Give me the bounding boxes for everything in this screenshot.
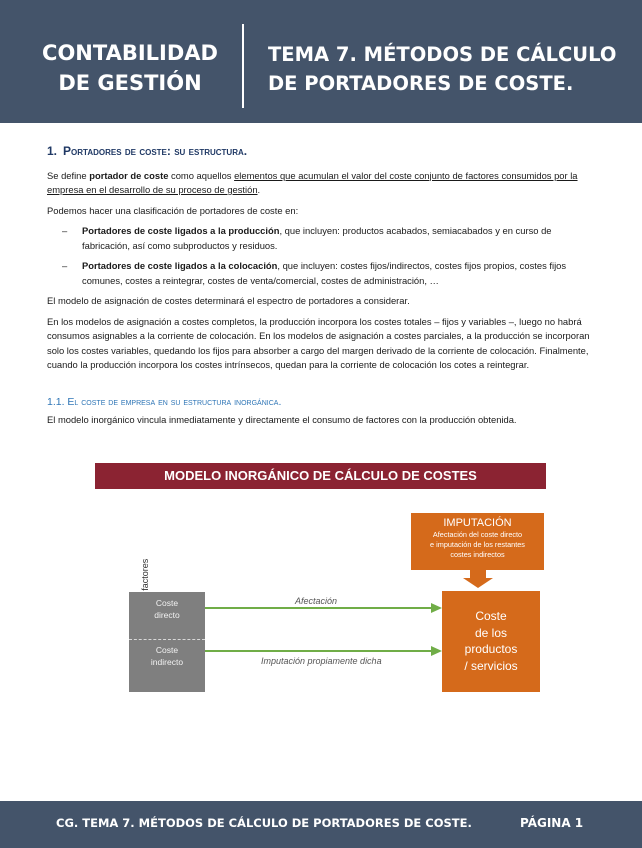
classification-intro: Podemos hacer una clasificación de portadores de coste en: bbox=[47, 204, 299, 216]
list-item bbox=[47, 259, 597, 288]
header-divider bbox=[242, 24, 244, 108]
section-1-heading bbox=[47, 144, 597, 159]
product-cost-line3: productos bbox=[464, 642, 518, 656]
definition-term: portador de coste bbox=[89, 169, 169, 181]
section-1-1-heading: 1.1. El coste de empresa en su estructura inorgánica. bbox=[47, 395, 282, 408]
chapter-title-line1: TEMA 7. MÉTODOS DE CÁLCULO bbox=[268, 43, 617, 66]
direct-cost-line1: Coste bbox=[155, 598, 179, 608]
page-content bbox=[47, 144, 597, 434]
indirect-cost-line1: Coste bbox=[155, 645, 179, 655]
diagram-title: MODELO INORGÁNICO DE CÁLCULO DE COSTES bbox=[95, 463, 546, 489]
page-number: PÁGINA 1 bbox=[520, 816, 584, 830]
inorganic-paragraph: El modelo inorgánico vincula inmediatamente y directamente el consumo de factores con la producción obtenida. bbox=[47, 414, 517, 425]
product-cost-line2: de los bbox=[474, 625, 508, 640]
bullet-dash: – bbox=[62, 225, 68, 236]
box-divider bbox=[129, 639, 205, 640]
direct-cost-label bbox=[129, 597, 205, 621]
afectacion-arrow-head bbox=[431, 603, 442, 613]
imputacion-arrow-head bbox=[431, 646, 442, 656]
course-title bbox=[30, 38, 230, 98]
bullet-bold: Portadores de coste ligados a la colocación bbox=[82, 260, 278, 271]
direct-cost-line2: directo bbox=[154, 610, 180, 620]
bullet-bold: Portadores de coste ligados a la producción bbox=[82, 225, 280, 236]
models-explanation: En los modelos de asignación a costes completos, la producción incorpora los costes totales – fijos y variables –, luego no habrá consumos asignables a la corriente de colocación. En los modelos de asignación a costes parciales, a la producción se incorporan solo los costes variables, quedando los fijos para absorber a cargo del margen derivado de la corriente de colocación. Finalmente, cuando la producción incorpora los costes intrínsecos, quedan para la corriente de colocación los cotes a reintegrar. bbox=[47, 315, 590, 370]
course-title-line2: DE GESTIÓN bbox=[58, 71, 202, 95]
list-item bbox=[47, 224, 597, 253]
product-cost-box bbox=[442, 591, 540, 692]
course-title-line1: CONTABILIDAD bbox=[42, 41, 218, 65]
bullet-text: , que incluyen: productos acabados, semiacabados y en curso de fabricación, así como subproductos y residuos. bbox=[82, 225, 552, 251]
bullet-dash: – bbox=[62, 260, 68, 271]
definition-text-a: Se define bbox=[47, 169, 90, 181]
definition-paragraph bbox=[47, 169, 597, 198]
classification-list bbox=[47, 224, 597, 288]
chapter-title-line2: DE PORTADORES DE COSTE. bbox=[268, 72, 574, 95]
chapter-title bbox=[268, 40, 628, 98]
afectacion-label: Afectación bbox=[295, 596, 338, 606]
product-cost-line1: Coste bbox=[475, 609, 507, 623]
page-footer bbox=[0, 801, 642, 848]
bullet-text: , que incluyen: costes fijos/indirectos, costes fijos propios, costes fijos comunes, costes a reintegrar, costes de venta/comercial, costes de administración, … bbox=[82, 260, 567, 286]
imputation-title: IMPUTACIÓN bbox=[443, 517, 512, 529]
cost-factors-box bbox=[129, 592, 205, 692]
page-header bbox=[0, 0, 642, 123]
imputation-line1: Afectación del coste directo bbox=[432, 530, 523, 539]
imputation-line2: e imputación de los restantes bbox=[430, 540, 525, 549]
section-1-number: 1. bbox=[47, 144, 58, 158]
cost-model-diagram bbox=[95, 463, 546, 705]
down-arrow bbox=[463, 570, 493, 588]
definition-underlined: elementos que acumulan el valor del coste conjunto de factores consumidos por la empresa en el desarrollo de su proceso de gestión bbox=[47, 169, 578, 195]
definition-text-e: . bbox=[257, 184, 261, 195]
section-1-title: Portadores de coste: su estructura. bbox=[63, 144, 248, 158]
model-paragraph: El modelo de asignación de costes determinará el espectro de portadores a considerar. bbox=[47, 295, 410, 306]
product-cost-line4: / servicios bbox=[464, 658, 518, 673]
indirect-cost-line2: indirecto bbox=[150, 657, 184, 667]
imputacion-label: Imputación propiamente dicha bbox=[261, 656, 382, 666]
indirect-cost-label bbox=[129, 644, 205, 668]
definition-text-c: como aquellos bbox=[168, 169, 235, 181]
footer-title: CG. TEMA 7. MÉTODOS DE CÁLCULO DE PORTADORES DE COSTE. bbox=[56, 816, 472, 830]
imputation-line3: costes indirectos bbox=[450, 550, 505, 559]
